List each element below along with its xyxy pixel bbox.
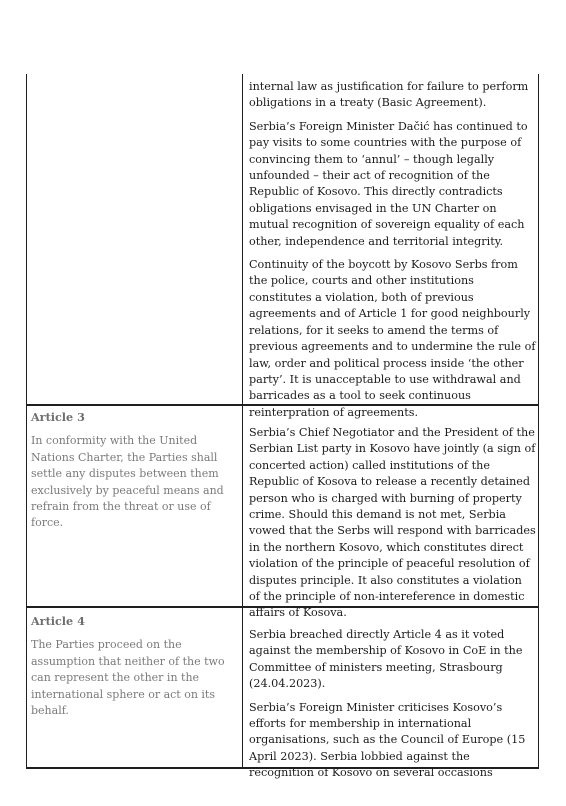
row0-paragraph-3: Continuity of the boycott by Kosovo Serbs from the police, courts and other institutions constitutes a violation, both of previous agreements and of Article 1 for good neighbourly relations, for it seeks to amend the terms of previous agreements and to undermine the rule of law, order and political process inside ‘the other party’. It is unacceptable to use withdrawal and barricades as a tool to seek continuous reinterpration of agreements. xyxy=(249,258,536,419)
table-column-divider xyxy=(242,74,243,768)
row1-paragraph-1: Serbia’s Chief Negotiator and the President of the Serbian List party in Kosovo have jointly (a sign of concerted action) called institutions of the Republic of Kosova to release a recently detained person who is charged with burning of property crime. Should this demand is not met, Serbia vowed that the Serbs will respond with barricades in the northern Kosovo, which constitutes direct violation of the principle of peaceful resolution of disputes principle. It also constitutes a violation of the principle of non-intereference in domestic affairs of Kosova. xyxy=(249,426,536,620)
row2-paragraph-2: Serbia’s Foreign Minister criticises Kosovo’s efforts for membership in international organisations, such as the Council of Europe (15 April 2023). Serbia lobbied against the recognition of Kosovo on several occasions xyxy=(249,700,526,780)
article-3-cell xyxy=(31,409,237,532)
row2-paragraph-1: Serbia breached directly Article 4 as it voted against the membership of Kosovo in CoE in the Committee of ministers meeting, Strasbourg (24.04.2023). xyxy=(249,628,523,691)
article-3-text: In conformity with the United Nations Charter, the Parties shall settle any disputes between them exclusively by peaceful means and refrain from the threat or use of force. xyxy=(31,434,224,530)
table-border-right xyxy=(538,74,539,768)
row0-paragraph-1: internal law as justification for failure to perform obligations in a treaty (Basic Agreement). xyxy=(249,80,529,110)
table-border-left xyxy=(26,74,27,768)
article-4-cell xyxy=(31,613,237,719)
article-4-heading: Article 4 xyxy=(31,614,85,628)
row2-violations-cell xyxy=(249,627,536,789)
row0-violations-cell xyxy=(249,79,536,428)
row1-violations-cell xyxy=(249,425,536,629)
row0-paragraph-2: Serbia’s Foreign Minister Dačić has continued to pay visits to some countries with the purpose of convincing them to ‘annul’ – though legally unfounded – their act of recognition of the Republic of Kosovo. This directly contradicts obligations envisaged in the UN Charter on mutual recognition of sovereign equality of each other, independence and territorial integrity. xyxy=(249,119,528,248)
article-4-text: The Parties proceed on the assumption that neither of the two can represent the other in the international sphere or act on its behalf. xyxy=(31,638,225,718)
article-3-heading: Article 3 xyxy=(31,410,85,424)
